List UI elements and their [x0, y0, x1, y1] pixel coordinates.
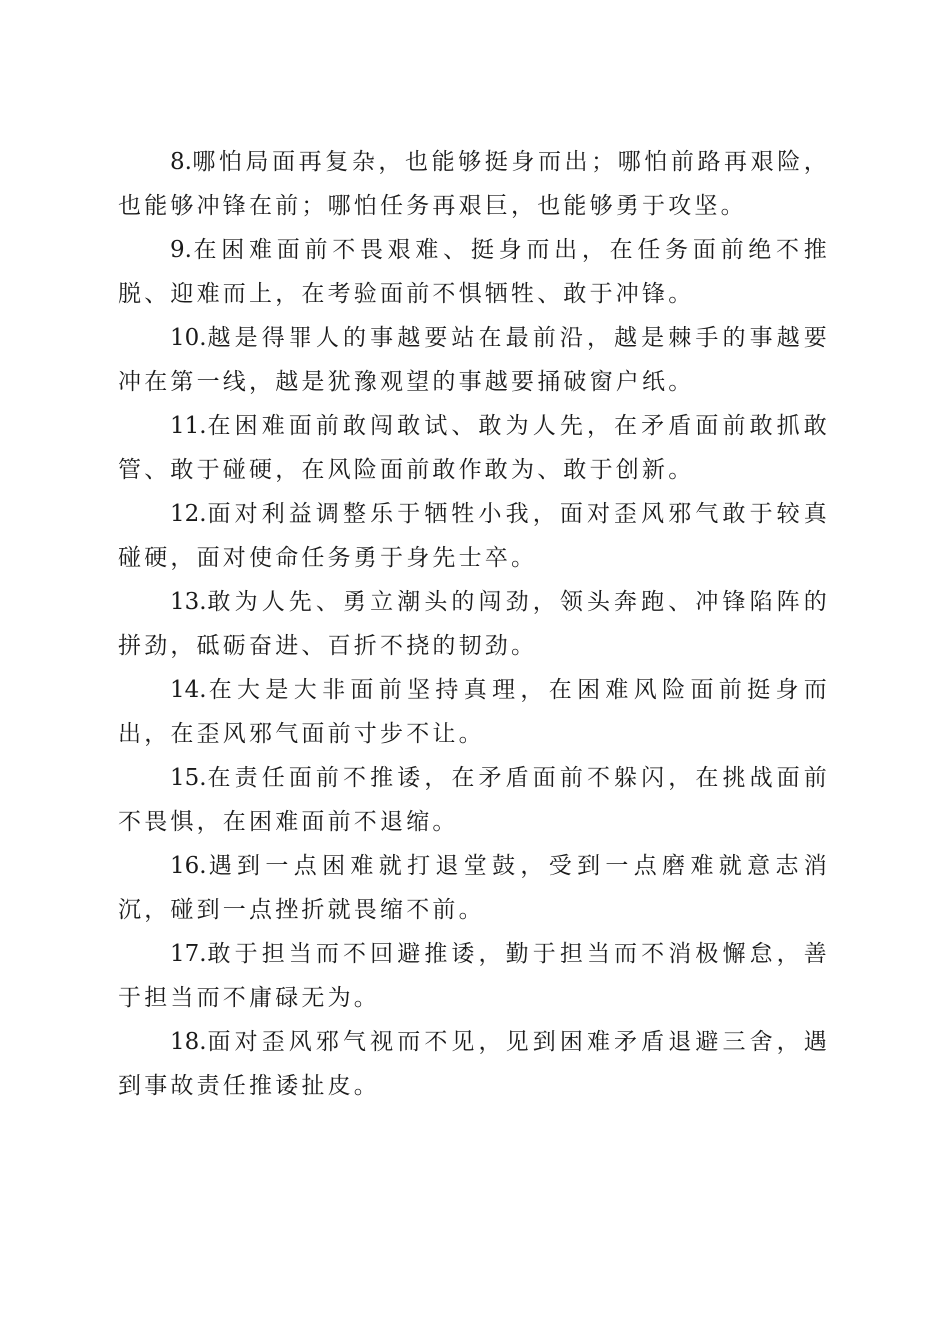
paragraph-11 — [118, 404, 830, 492]
paragraph-number: 10. — [170, 325, 207, 351]
paragraph-text: 敢为人先、勇立潮头的闯劲，领头奔跑、冲锋陷阵的拼劲，砥砺奋进、百折不挠的韧劲。 — [118, 589, 830, 659]
paragraph-14 — [118, 668, 830, 756]
paragraph-number: 17. — [170, 941, 207, 967]
paragraph-text: 面对利益调整乐于牺牲小我，面对歪风邪气敢于较真碰硬，面对使命任务勇于身先士卒。 — [118, 501, 830, 571]
paragraph-15 — [118, 756, 830, 844]
paragraph-number: 15. — [170, 765, 207, 791]
paragraph-text: 在大是大非面前坚持真理，在困难风险面前挺身而出，在歪风邪气面前寸步不让。 — [118, 677, 830, 747]
paragraph-text: 敢于担当而不回避推诿，勤于担当而不消极懈怠，善于担当而不庸碌无为。 — [118, 941, 830, 1011]
document-body — [118, 140, 830, 1108]
paragraph-number: 14. — [170, 677, 207, 703]
paragraph-8 — [118, 140, 830, 228]
paragraph-18 — [118, 1020, 830, 1108]
paragraph-text: 在困难面前敢闯敢试、敢为人先，在矛盾面前敢抓敢管、敢于碰硬，在风险面前敢作敢为、敢于创新。 — [118, 413, 830, 483]
paragraph-text: 面对歪风邪气视而不见，见到困难矛盾退避三舍，遇到事故责任推诿扯皮。 — [118, 1029, 830, 1099]
paragraph-9 — [118, 228, 830, 316]
paragraph-16 — [118, 844, 830, 932]
paragraph-text: 越是得罪人的事越要站在最前沿，越是棘手的事越要冲在第一线，越是犹豫观望的事越要捅破窗户纸。 — [118, 325, 830, 395]
paragraph-number: 8. — [170, 149, 192, 175]
paragraph-number: 9. — [170, 237, 192, 263]
paragraph-text: 遇到一点困难就打退堂鼓，受到一点磨难就意志消沉，碰到一点挫折就畏缩不前。 — [118, 853, 830, 923]
paragraph-text: 在困难面前不畏艰难、挺身而出，在任务面前绝不推脱、迎难而上，在考验面前不惧牺牲、敢于冲锋。 — [118, 237, 830, 307]
paragraph-17 — [118, 932, 830, 1020]
paragraph-number: 16. — [170, 853, 207, 879]
paragraph-number: 11. — [170, 413, 207, 439]
paragraph-number: 18. — [170, 1029, 207, 1055]
paragraph-number: 12. — [170, 501, 207, 527]
paragraph-text: 哪怕局面再复杂，也能够挺身而出；哪怕前路再艰险，也能够冲锋在前；哪怕任务再艰巨，也能够勇于攻坚。 — [118, 149, 830, 219]
paragraph-number: 13. — [170, 589, 207, 615]
paragraph-13 — [118, 580, 830, 668]
paragraph-text: 在责任面前不推诿，在矛盾面前不躲闪，在挑战面前不畏惧，在困难面前不退缩。 — [118, 765, 830, 835]
paragraph-10 — [118, 316, 830, 404]
paragraph-12 — [118, 492, 830, 580]
